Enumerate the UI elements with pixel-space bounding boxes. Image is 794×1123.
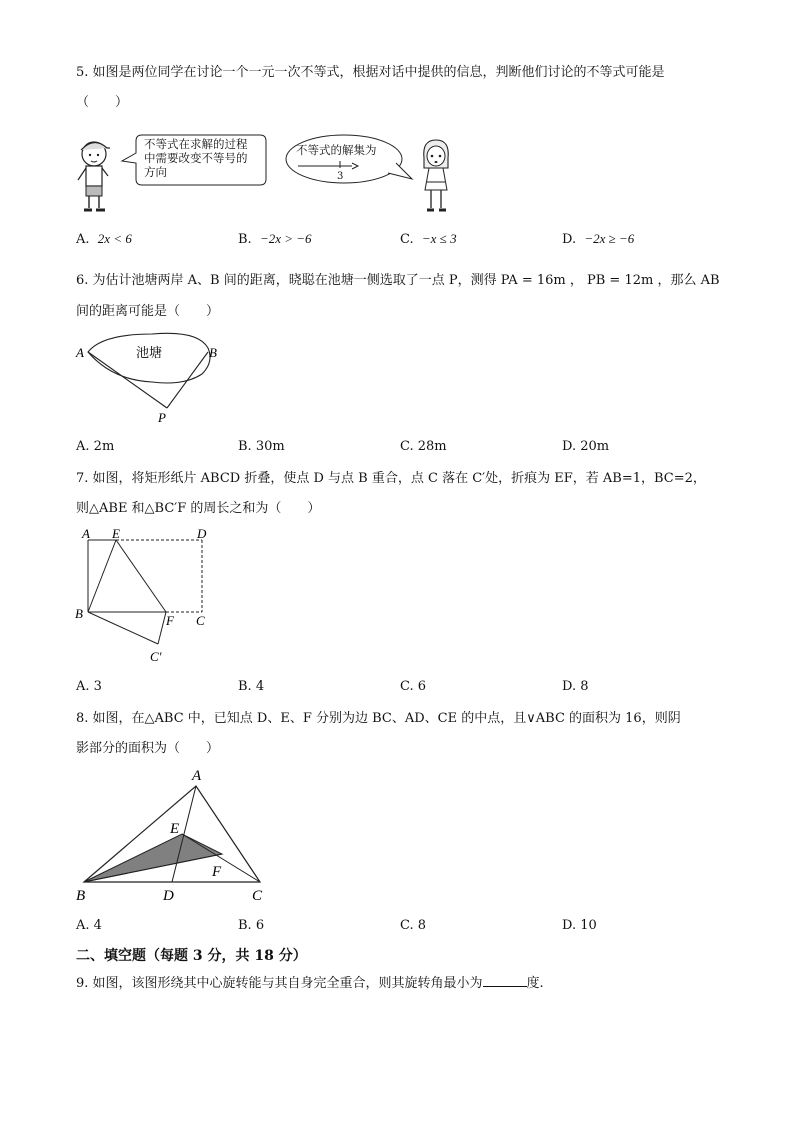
option-letter: D. bbox=[562, 918, 577, 933]
q6-stem-line2: 间的距离可能是（ ） bbox=[76, 304, 220, 319]
point-p-label: P bbox=[158, 410, 166, 425]
option-text: −x ≤ 3 bbox=[421, 231, 457, 246]
q8-stem-line1: 8. 如图，在△ABC 中，已知点 D、E、F 分别为边 BC、AD、CE 的中点，且∨ABC 的面积为 16，则阴 bbox=[76, 711, 681, 726]
label-f: F bbox=[166, 613, 174, 628]
point-b-label: B bbox=[209, 345, 217, 360]
bubble-left-text bbox=[144, 137, 264, 179]
option-text: 2m bbox=[93, 439, 115, 454]
label-e: E bbox=[170, 821, 180, 837]
option-letter: A. bbox=[76, 439, 90, 454]
bubble-left-line3: 方向 bbox=[144, 165, 167, 179]
q9-stem-after: 度. bbox=[526, 976, 544, 991]
label-e: E bbox=[112, 526, 120, 541]
option-letter: B. bbox=[238, 918, 252, 933]
option-letter: A. bbox=[76, 918, 90, 933]
point-a-label: A bbox=[76, 345, 84, 360]
q6-stem-line1: 6. 为估计池塘两岸 A、B 间的距离，晓聪在池塘一侧选取了一点 P，测得 PA = 16m ， PB = 12m ，那么 AB bbox=[76, 273, 720, 288]
label-c: C bbox=[196, 613, 205, 628]
q8-triangle-figure bbox=[72, 764, 272, 906]
option-letter: C. bbox=[400, 232, 414, 247]
label-b: B bbox=[75, 606, 83, 621]
label-a: A bbox=[82, 526, 90, 541]
option-letter: B. bbox=[238, 679, 252, 694]
label-d: D bbox=[197, 526, 207, 541]
q8-option-a[interactable] bbox=[76, 918, 102, 933]
girl-illustration bbox=[416, 136, 458, 216]
option-letter: D. bbox=[562, 439, 577, 454]
label-d: D bbox=[163, 888, 174, 904]
option-letter: B. bbox=[238, 232, 252, 247]
q5-option-c[interactable] bbox=[400, 231, 457, 247]
q7-option-d[interactable] bbox=[562, 679, 589, 694]
q7-option-b[interactable] bbox=[238, 679, 264, 694]
bubble-right-text: 不等式的解集为 bbox=[296, 143, 377, 157]
option-letter: D. bbox=[562, 679, 577, 694]
q6-option-d[interactable] bbox=[562, 439, 609, 454]
q5-option-b[interactable] bbox=[238, 231, 312, 247]
number-line-arrow bbox=[296, 158, 360, 184]
number-line-tick-label: 3 bbox=[337, 171, 344, 182]
option-text: 6 bbox=[417, 679, 427, 694]
q7-stem-line1: 7. 如图，将矩形纸片 ABCD 折叠，使点 D 与点 B 重合，点 C 落在 C′处，折痕为 EF，若 AB=1，BC=2， bbox=[76, 471, 706, 486]
option-text: 28m bbox=[417, 439, 447, 454]
option-letter: C. bbox=[400, 679, 414, 694]
option-text: 10 bbox=[580, 918, 597, 933]
option-text: 4 bbox=[255, 679, 265, 694]
q7-stem-line2: 则△ABE 和△BC′F 的周长之和为（ ） bbox=[76, 501, 321, 516]
q6-option-c[interactable] bbox=[400, 439, 447, 454]
q5-stem-line1: 5. 如图是两位同学在讨论一个一元一次不等式，根据对话中提供的信息，判断他们讨论的不等式可能是 bbox=[76, 65, 665, 80]
q7-option-a[interactable] bbox=[76, 679, 102, 694]
option-text: 3 bbox=[93, 679, 102, 694]
option-letter: C. bbox=[400, 439, 414, 454]
section-title: 二、填空题（每题 3 分，共 18 分） bbox=[76, 948, 307, 964]
option-text: −2x > −6 bbox=[259, 231, 312, 246]
q5-option-d[interactable] bbox=[562, 231, 634, 247]
option-text: 20m bbox=[580, 439, 610, 454]
option-letter: D. bbox=[562, 232, 577, 247]
option-letter: A. bbox=[76, 232, 90, 247]
q8-option-b[interactable] bbox=[238, 918, 264, 933]
q8-option-c[interactable] bbox=[400, 918, 426, 933]
label-c: C bbox=[252, 888, 263, 904]
option-letter: C. bbox=[400, 918, 414, 933]
option-text: 8 bbox=[417, 918, 427, 933]
option-letter: A. bbox=[76, 679, 90, 694]
option-text: 4 bbox=[93, 918, 102, 933]
option-text: 2x < 6 bbox=[97, 231, 132, 246]
label-b: B bbox=[76, 888, 86, 904]
q6-option-b[interactable] bbox=[238, 439, 285, 454]
option-text: −2x ≥ −6 bbox=[584, 231, 635, 246]
q7-option-c[interactable] bbox=[400, 679, 426, 694]
answer-blank[interactable] bbox=[483, 974, 527, 987]
q5-stem-line2: （ ） bbox=[76, 95, 129, 110]
label-a: A bbox=[192, 768, 202, 784]
option-letter: B. bbox=[238, 439, 252, 454]
option-text: 30m bbox=[255, 439, 285, 454]
label-f: F bbox=[212, 864, 222, 880]
q9-stem bbox=[76, 974, 544, 993]
boy-illustration bbox=[72, 136, 120, 216]
q8-option-d[interactable] bbox=[562, 918, 597, 933]
option-text: 6 bbox=[255, 918, 265, 933]
pond-label: 池塘 bbox=[136, 345, 163, 360]
bubble-left-line1: 不等式在求解的过程 bbox=[144, 137, 248, 151]
q6-option-a[interactable] bbox=[76, 439, 114, 454]
q9-stem-before: 9. 如图，该图形绕其中心旋转能与其自身完全重合，则其旋转角最小为 bbox=[76, 976, 483, 991]
option-text: 8 bbox=[580, 679, 589, 694]
q8-stem-line2: 影部分的面积为（ ） bbox=[76, 741, 220, 756]
q7-rectangle-fold-figure bbox=[72, 526, 222, 668]
q5-option-a[interactable] bbox=[76, 231, 132, 247]
q6-pond-figure bbox=[72, 328, 232, 426]
label-c-prime: C′ bbox=[150, 649, 162, 664]
bubble-left-line2: 中需要改变不等号的 bbox=[144, 151, 248, 165]
